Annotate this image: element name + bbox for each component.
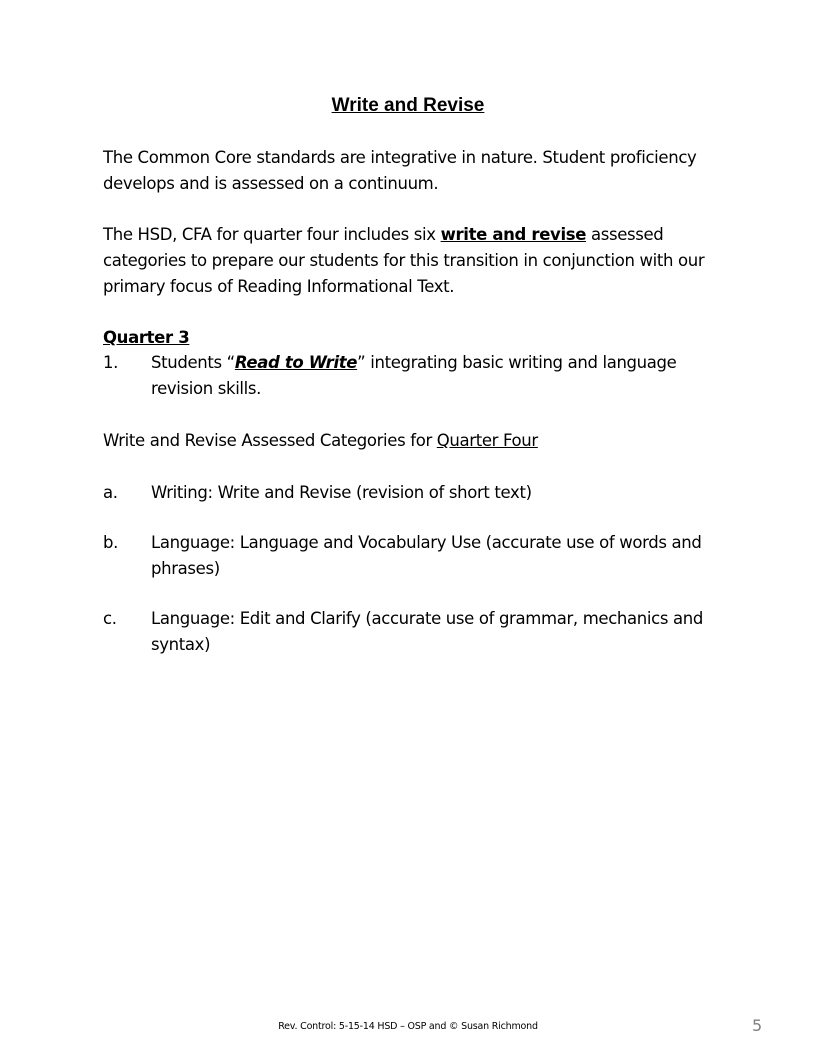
categories-intro [103,428,723,454]
revision-footer: Rev. Control: 5-15-14 HSD – OSP and © Susan Richmond [278,1021,538,1032]
intro-paragraph: The Common Core standards are integrative in nature. Student proficiency develops and is assessed on a continuum. [103,148,697,193]
cfa-paragraph-lead: The HSD, CFA for quarter four includes six [103,225,441,244]
cfa-paragraph-tail: assessed categories to prepare our students for this transition in conjunction with our primary focus of Reading Informational Text. [103,225,705,296]
list-item-text: Language: Language and Vocabulary Use (accurate use of words and phrases) [151,533,702,578]
page-title: Write and Revise [331,95,485,116]
page-number: 5 [752,1016,763,1035]
categories-intro-lead: Write and Revise Assessed Categories for [103,431,437,450]
quarter-four-emphasis: Quarter Four [436,431,538,450]
list-item-marker: b. [103,533,119,552]
quarter-heading: Quarter 3 [103,328,190,347]
list-item-lead: Students “ [151,353,235,372]
read-to-write-emphasis: Read to Write [234,353,358,372]
list-item-marker: c. [103,609,117,628]
cfa-paragraph [103,222,723,300]
list-item-marker: a. [103,483,118,502]
write-and-revise-emphasis: write and revise [440,225,587,244]
list-item-tail: ” integrating basic writing and language revision skills. [151,353,677,398]
list-item-marker: 1. [103,353,119,372]
list-item-text: Language: Edit and Clarify (accurate use of grammar, mechanics and syntax) [151,609,703,654]
list-item-text: Writing: Write and Revise (revision of short text) [151,483,532,502]
list-item-text [151,350,723,402]
